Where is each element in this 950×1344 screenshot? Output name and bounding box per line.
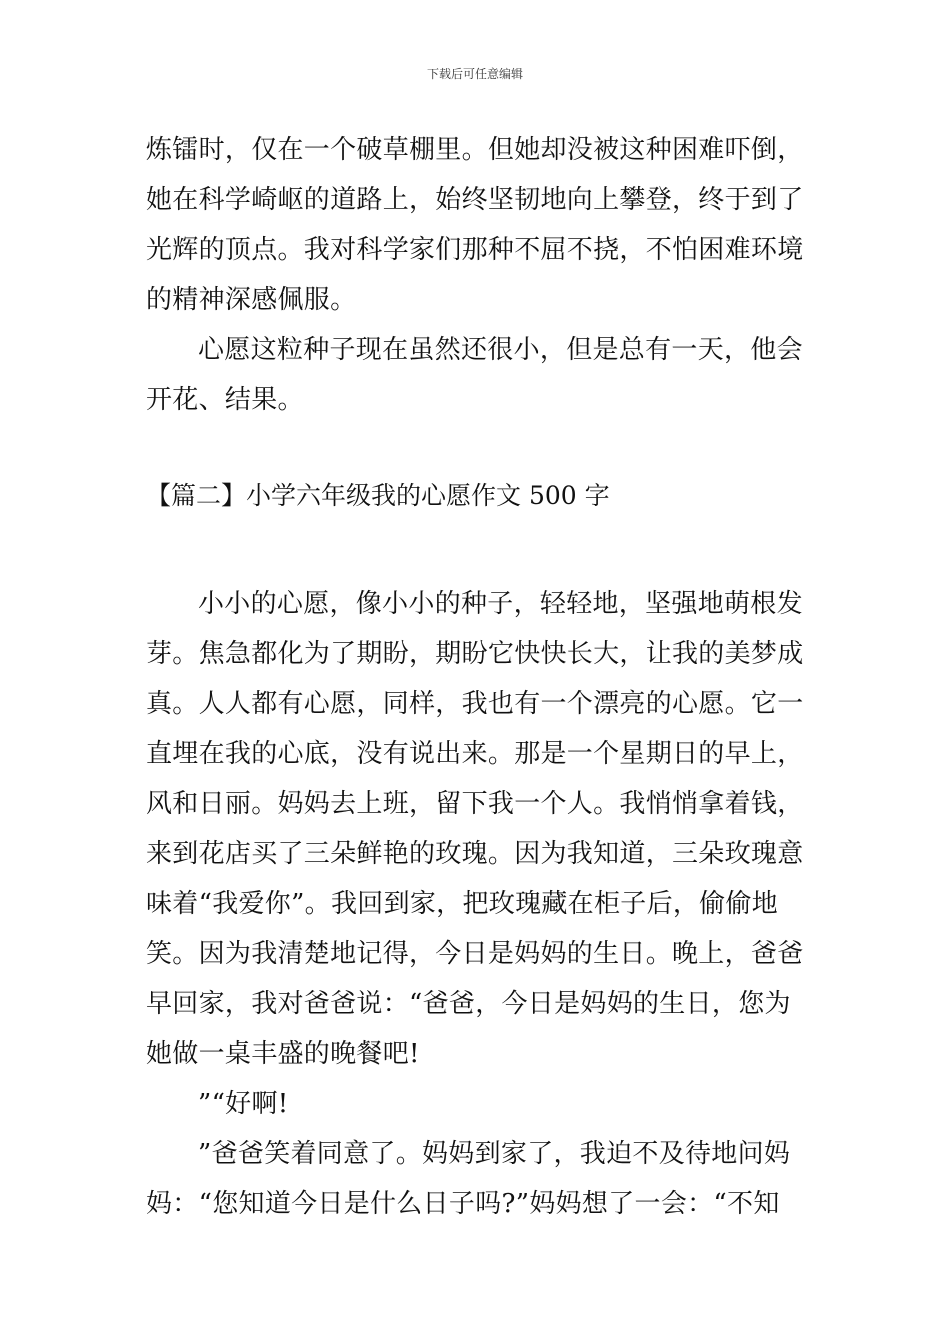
text-line: 妈：“您知道今日是什么日子吗?”妈妈想了一会：“不知 <box>146 1189 780 1219</box>
paragraph <box>146 125 811 325</box>
paragraph <box>146 579 811 1079</box>
page-header: 下载后可任意编辑 <box>426 67 523 81</box>
text-line: 味着“我爱你”。我回到家，把玫瑰藏在柜子后，偷偷地 <box>146 889 779 919</box>
text-line: 笑。因为我清楚地记得，今日是妈妈的生日。晚上，爸爸 <box>146 939 804 969</box>
text-line: 来到花店买了三朵鲜艳的玫瑰。因为我知道，三朵玫瑰意 <box>146 839 804 869</box>
text-line: 她在科学崎岖的道路上，始终坚韧地向上攀登，终于到了 <box>146 185 804 215</box>
section-heading: 【篇二】小学六年级我的心愿作文 500 字 <box>146 481 610 510</box>
text-line: 早回家，我对爸爸说：“爸爸，今日是妈妈的生日，您为 <box>146 989 791 1019</box>
text-line: 炼镭时，仅在一个破草棚里。但她却没被这种困难吓倒， <box>146 135 804 165</box>
text-line: 心愿这粒种子现在虽然还很小，但是总有一天，他会 <box>198 335 803 365</box>
text-line: 的精神深感佩服。 <box>146 285 357 315</box>
paragraph <box>146 1129 811 1229</box>
text-line: 风和日丽。妈妈去上班，留下我一个人。我悄悄拿着钱， <box>146 789 804 819</box>
spacer <box>146 425 811 471</box>
text-line: 她做一桌丰盛的晚餐吧! <box>146 1039 420 1069</box>
text-line: 真。人人都有心愿，同样，我也有一个漂亮的心愿。它一 <box>146 689 804 719</box>
spacer <box>146 521 811 579</box>
text-line: ”“好啊! <box>198 1089 289 1119</box>
text-line: 直埋在我的心底，没有说出来。那是一个星期日的早上， <box>146 739 804 769</box>
text-line: 芽。焦急都化为了期盼，期盼它快快长大，让我的美梦成 <box>146 639 804 669</box>
paragraph <box>146 325 811 425</box>
document-body <box>146 125 811 1229</box>
paragraph <box>146 1079 811 1129</box>
text-line: 光辉的顶点。我对科学家们那种不屈不挠，不怕困难环境 <box>146 235 804 265</box>
text-line: 小小的心愿，像小小的种子，轻轻地，坚强地萌根发 <box>198 589 803 619</box>
text-line: ”爸爸笑着同意了。妈妈到家了，我迫不及待地问妈 <box>198 1139 791 1169</box>
text-line: 开花、结果。 <box>146 385 304 415</box>
